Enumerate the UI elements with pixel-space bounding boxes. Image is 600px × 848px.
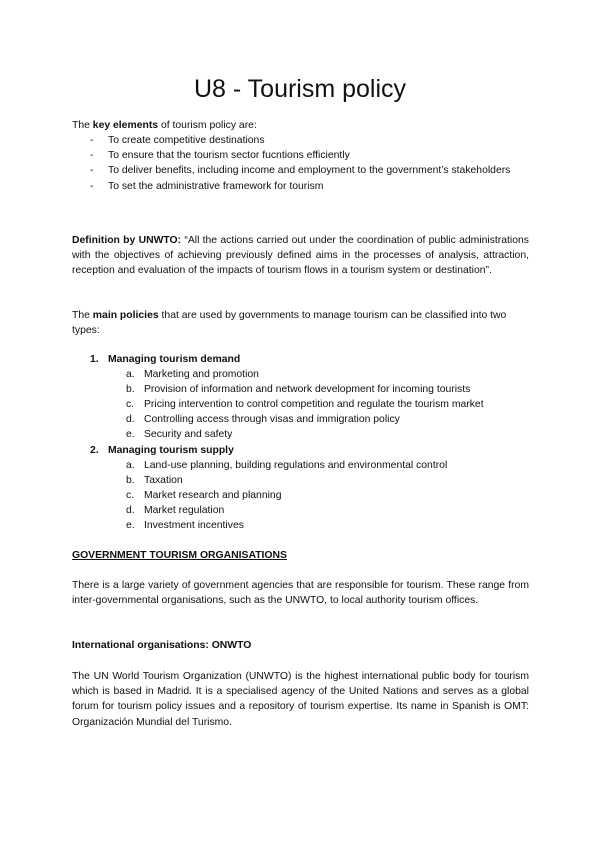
- list-number: 2.: [90, 444, 99, 456]
- section-heading-international: International organisations: ONWTO: [72, 640, 252, 651]
- list-item: - To deliver benefits, including income and employment to the government’s stakeholders: [72, 163, 529, 178]
- list-letter: c.: [126, 489, 135, 501]
- policy-type-title: Managing tourism supply: [108, 444, 234, 456]
- international-paragraph: The UN World Tourism Organization (UNWTO) is the highest international public body for tourism which is based in Madrid. It is a specialised agency of the United Nations and serves as a global forum for tourism policy issues and a repository of tourism expertise. Its name in Spanish is OMT: Organización Mundial del Turismo.: [72, 671, 529, 728]
- list-item-text: Investment incentives: [144, 520, 244, 532]
- government-paragraph: There is a large variety of government agencies that are responsible for tourism. These range from inter-governmental organisations, such as the UNWTO, to local authority tourism offices.: [72, 580, 529, 607]
- intro-bold-text: key elements: [92, 120, 159, 131]
- main-policies-text: The: [72, 310, 93, 321]
- policy-type-title: Managing tourism demand: [108, 354, 241, 365]
- list-letter: a.: [126, 369, 135, 381]
- definition-paragraph: [72, 233, 529, 279]
- section-heading-government: GOVERNMENT TOURISM ORGANISATIONS: [72, 550, 287, 561]
- page-title: U8 - Tourism policy: [193, 75, 407, 103]
- supply-sublist: [108, 458, 529, 533]
- list-item: [108, 367, 529, 382]
- list-item: [108, 503, 529, 518]
- policy-type-demand: [72, 352, 529, 443]
- main-policies-paragraph: [72, 308, 529, 338]
- list-item-text: Market research and planning: [144, 489, 282, 501]
- list-item-text: Land-use planning, building regulations and environmental control: [144, 459, 448, 471]
- list-letter: a.: [126, 459, 135, 471]
- list-item: - To ensure that the tourism sector fucntions efficiently: [72, 148, 529, 163]
- list-letter: e.: [126, 429, 135, 441]
- list-item: [108, 412, 529, 427]
- list-letter: c.: [126, 399, 135, 411]
- list-item: [108, 473, 529, 488]
- list-item: - To create competitive destinations: [72, 133, 529, 148]
- list-item: [108, 427, 529, 442]
- list-item-text: Provision of information and network development for incoming tourists: [144, 384, 471, 396]
- list-letter: e.: [126, 520, 135, 532]
- list-item-text: Controlling access through visas and immigration policy: [144, 414, 400, 426]
- list-number: 1.: [90, 354, 99, 365]
- list-letter: b.: [126, 384, 135, 396]
- list-item-text: Security and safety: [144, 429, 233, 441]
- list-item: [108, 458, 529, 473]
- list-item-text: Taxation: [144, 474, 183, 486]
- demand-sublist: [108, 367, 529, 442]
- policy-type-supply: [72, 443, 529, 534]
- list-letter: b.: [126, 474, 135, 486]
- definition-label: Definition by UNWTO:: [72, 235, 182, 246]
- list-item: [108, 488, 529, 503]
- list-item: - To set the administrative framework for tourism: [72, 179, 529, 194]
- definition-text: “All the actions carried out under the coordination of public administrations with the objectives of achieving previously defined aims in the processes of analysis, attraction, reception and evaluation of the impacts of tourism flows in a tourism system or destination”.: [72, 235, 529, 277]
- intro-text-end: of tourism policy are:: [158, 120, 257, 131]
- list-item: [108, 382, 529, 397]
- key-elements-intro: [72, 118, 529, 133]
- list-item-text: Pricing intervention to control competition and regulate the tourism market: [144, 399, 484, 411]
- list-item-text: Marketing and promotion: [144, 369, 259, 381]
- main-policies-text-end: that are used by governments to manage tourism can be classified into two types:: [72, 310, 507, 337]
- policy-types-list: [72, 352, 529, 533]
- list-item: [108, 397, 529, 412]
- list-letter: d.: [126, 414, 135, 426]
- main-policies-bold: main policies: [92, 310, 159, 321]
- intro-text: The: [72, 120, 93, 131]
- key-elements-list: [72, 133, 529, 194]
- list-letter: d.: [126, 504, 135, 516]
- list-item: [108, 518, 529, 533]
- list-item-text: Market regulation: [144, 504, 225, 516]
